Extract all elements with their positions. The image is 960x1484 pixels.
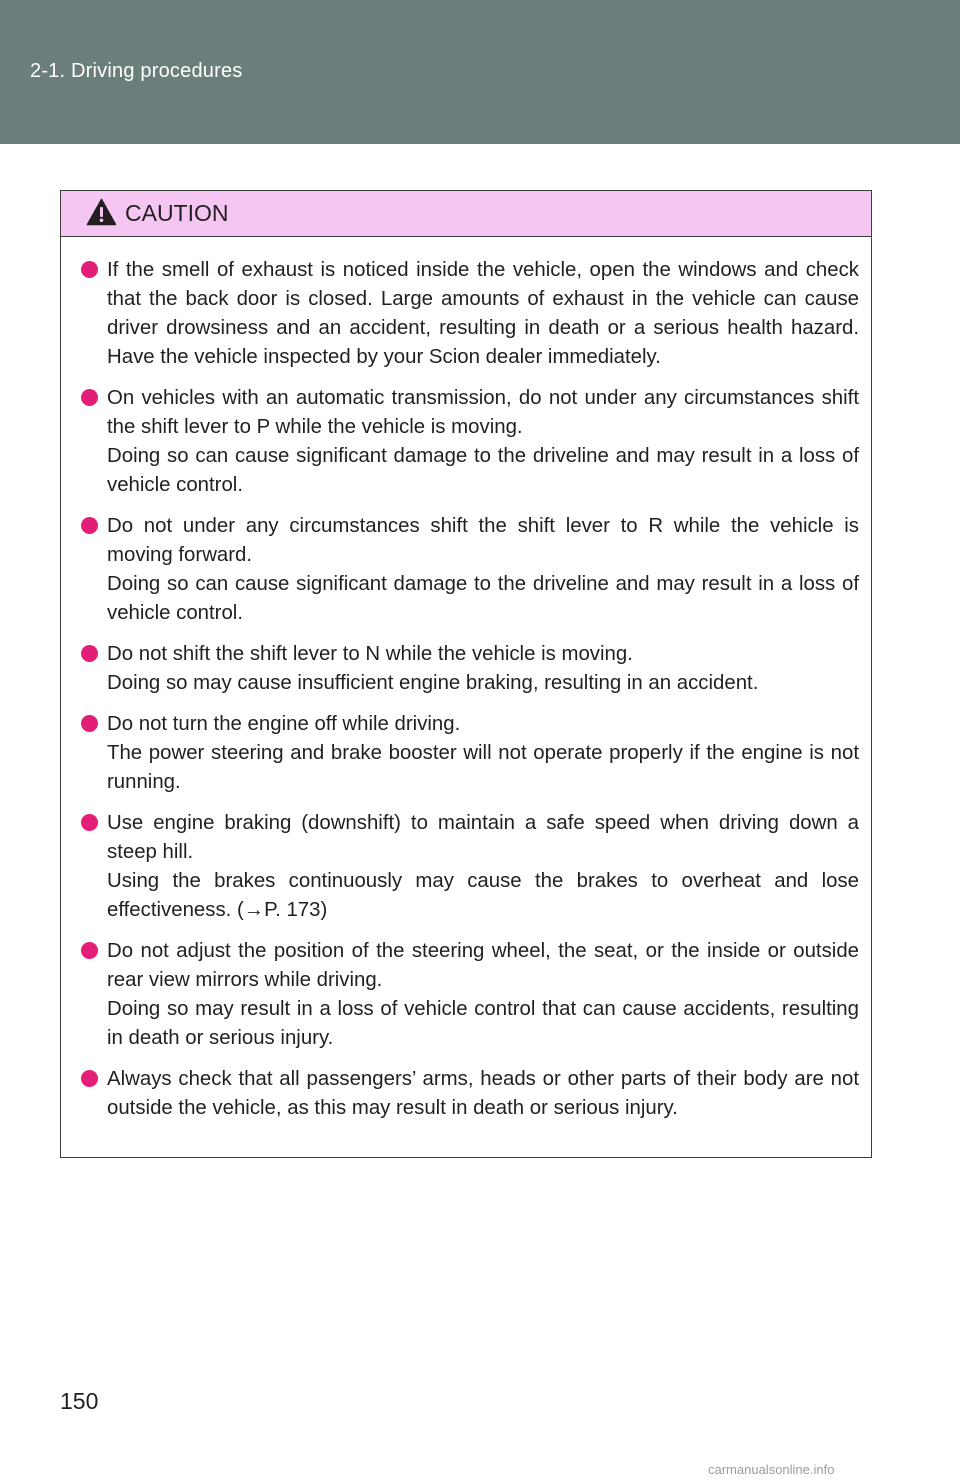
caution-item-text: Do not under any circumstances shift the shift lever to R while the vehicle is moving forward.	[107, 515, 859, 566]
watermark: carmanualsonline.info	[708, 1462, 835, 1477]
bullet-icon	[81, 645, 98, 662]
caution-item-text: Use engine braking (downshift) to maintain a safe speed when driving down a steep hill.	[107, 812, 859, 863]
caution-item	[81, 937, 859, 1053]
caution-item-text: The power steering and brake booster will not operate properly if the engine is not running.	[107, 742, 859, 793]
page-number: 150	[60, 1388, 99, 1414]
caution-item-text: Doing so can cause significant damage to the driveline and may result in a loss of vehicle control.	[107, 573, 859, 624]
caution-item-text: Doing so may result in a loss of vehicle control that can cause accidents, resulting in death or serious injury.	[107, 998, 859, 1049]
bullet-icon	[81, 814, 98, 831]
caution-item	[81, 384, 859, 500]
section-title: 2-1. Driving procedures	[30, 60, 243, 82]
caution-header	[61, 191, 871, 237]
caution-item	[81, 710, 859, 797]
caution-item-text: If the smell of exhaust is noticed inside the vehicle, open the windows and check that the back door is closed. Large amounts of exhaust in the vehicle can cause driver drowsiness and an accident, resulting in death or a serious health hazard. Have the vehicle inspected by your Scion dealer immediately.	[107, 259, 859, 368]
bullet-icon	[81, 715, 98, 732]
caution-item-text: Do not turn the engine off while driving.	[107, 713, 461, 735]
caution-item	[81, 1065, 859, 1123]
caution-item-text: Always check that all passengers’ arms, heads or other parts of their body are not outside the vehicle, as this may result in death or serious injury.	[107, 1068, 859, 1119]
caution-box	[60, 190, 872, 1158]
bullet-icon	[81, 517, 98, 534]
caution-title: CAUTION	[125, 200, 229, 226]
caution-list	[61, 237, 871, 1123]
caution-item-text: Do not adjust the position of the steering wheel, the seat, or the inside or outside rear view mirrors while driving.	[107, 940, 859, 991]
bullet-icon	[81, 942, 98, 959]
caution-item-text: Using the brakes continuously may cause the brakes to overheat and lose effectiveness. (→P. 173)	[107, 870, 859, 921]
caution-item-text: Doing so may cause insufficient engine braking, resulting in an accident.	[107, 672, 759, 694]
header-bar	[0, 0, 960, 144]
caution-item-text: Do not shift the shift lever to N while the vehicle is moving.	[107, 643, 633, 665]
caution-item-text: Doing so can cause significant damage to the driveline and may result in a loss of vehicle control.	[107, 445, 859, 496]
warning-triangle-icon	[86, 198, 117, 226]
caution-item	[81, 640, 859, 698]
caution-item	[81, 256, 859, 372]
bullet-icon	[81, 261, 98, 278]
bullet-icon	[81, 389, 98, 406]
caution-item-text: On vehicles with an automatic transmission, do not under any circumstances shift the shift lever to P while the vehicle is moving.	[107, 387, 859, 438]
caution-item	[81, 512, 859, 628]
caution-item	[81, 809, 859, 925]
bullet-icon	[81, 1070, 98, 1087]
